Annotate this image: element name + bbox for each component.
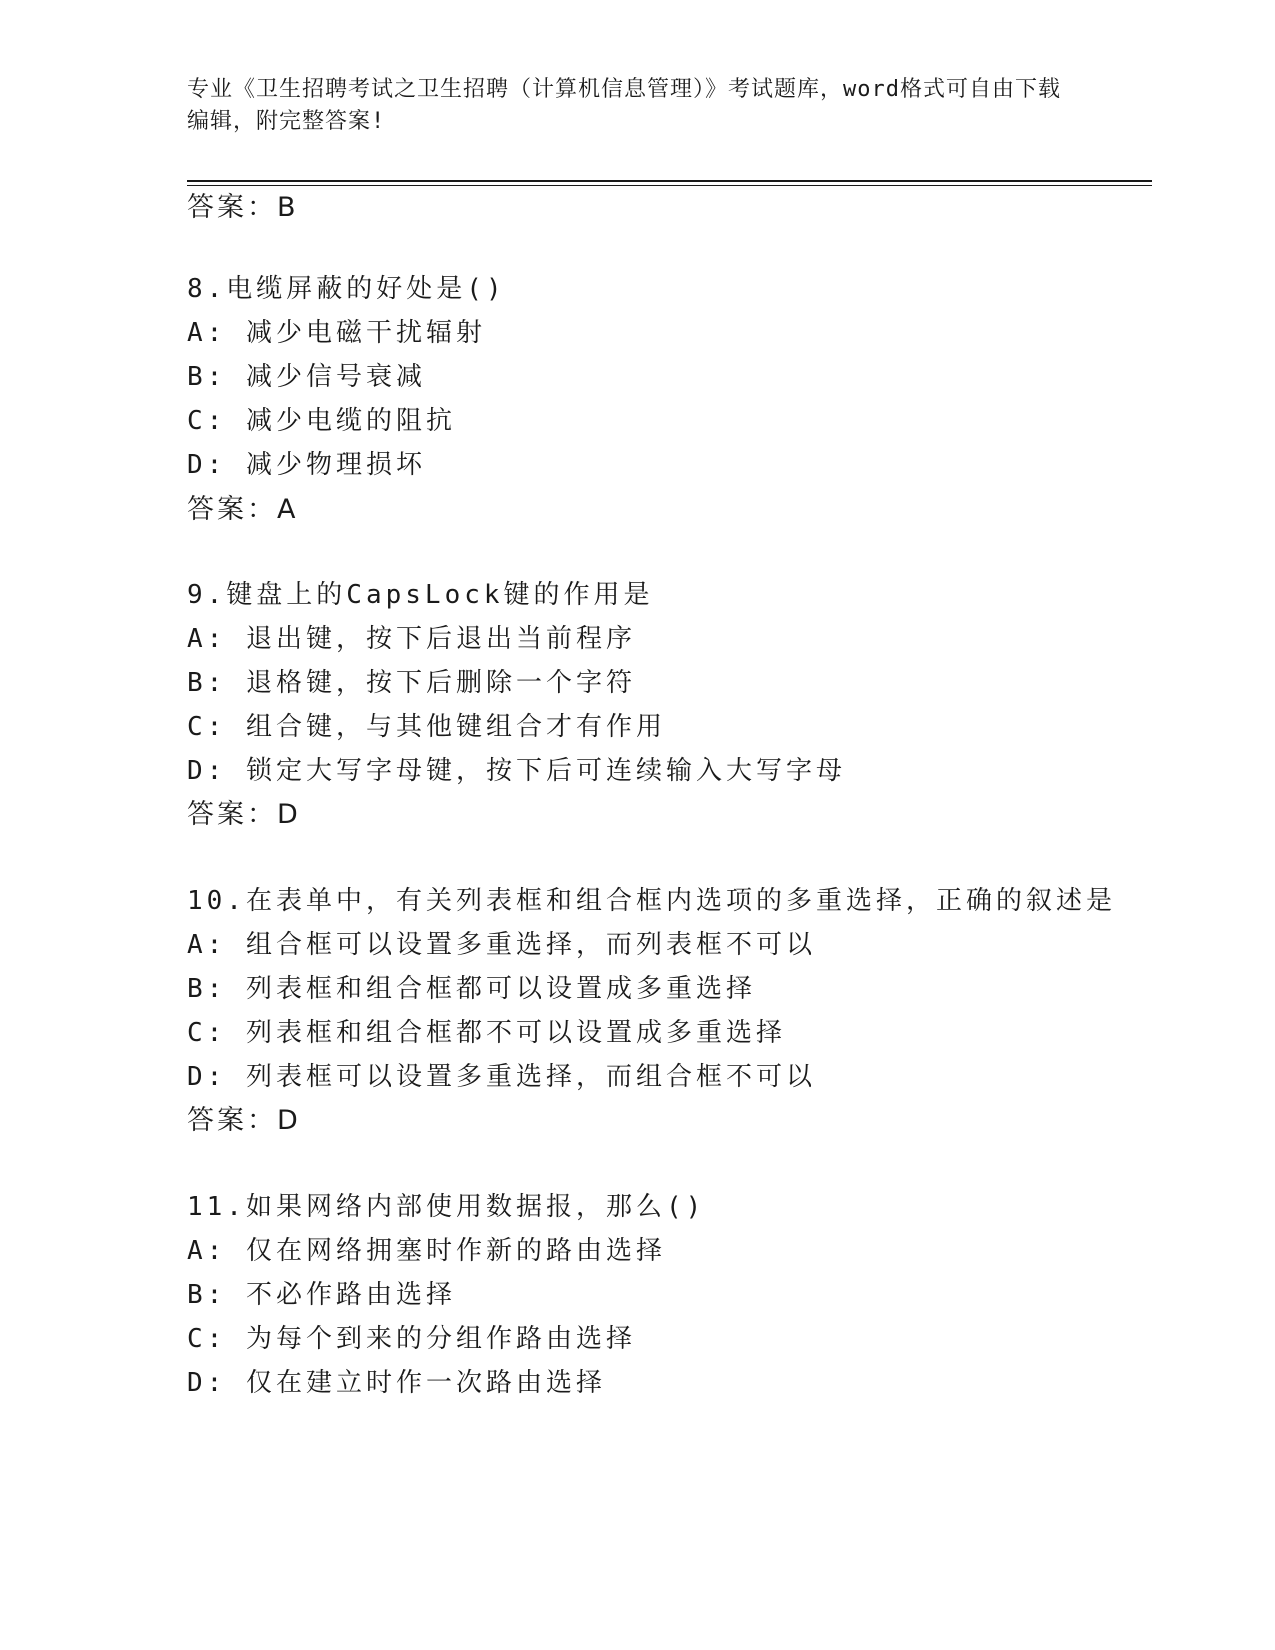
option-b: B: 列表框和组合框都可以设置成多重选择: [187, 974, 756, 1004]
option-c: C: 为每个到来的分组作路由选择: [187, 1324, 636, 1354]
previous-answer: 答案：B: [187, 192, 299, 223]
option-d: D: 减少物理损坏: [187, 450, 426, 480]
header-rule-thin: [187, 185, 1152, 186]
option-c: C: 列表框和组合框都不可以设置成多重选择: [187, 1018, 786, 1048]
option-b: B: 不必作路由选择: [187, 1280, 456, 1310]
option-a: A: 退出键，按下后退出当前程序: [187, 624, 636, 654]
question-stem: 9.键盘上的CapsLock键的作用是: [187, 580, 654, 610]
option-b: B: 退格键，按下后删除一个字符: [187, 668, 636, 698]
option-a: A: 减少电磁干扰辐射: [187, 318, 486, 348]
option-a: A: 仅在网络拥塞时作新的路由选择: [187, 1236, 666, 1266]
option-a: A: 组合框可以设置多重选择，而列表框不可以: [187, 930, 816, 960]
answer-line: 答案：D: [187, 1105, 301, 1136]
answer-line: 答案：D: [187, 799, 301, 830]
question-stem: 11.如果网络内部使用数据报，那么(): [187, 1192, 706, 1222]
answer-line: 答案：A: [187, 494, 299, 525]
question-stem: 10.在表单中，有关列表框和组合框内选项的多重选择，正确的叙述是: [187, 886, 1116, 916]
option-c: C: 组合键，与其他键组合才有作用: [187, 712, 666, 742]
option-d: D: 仅在建立时作一次路由选择: [187, 1368, 606, 1398]
option-b: B: 减少信号衰减: [187, 362, 426, 392]
option-d: D: 列表框可以设置多重选择，而组合框不可以: [187, 1062, 816, 1092]
option-c: C: 减少电缆的阻抗: [187, 406, 456, 436]
header-rule-thick: [187, 180, 1152, 182]
option-d: D: 锁定大写字母键，按下后可连续输入大写字母: [187, 756, 846, 786]
question-stem: 8.电缆屏蔽的好处是(): [187, 274, 506, 304]
document-header: 专业《卫生招聘考试之卫生招聘（计算机信息管理）》考试题库，word格式可自由下载编辑，附完整答案!: [187, 77, 1061, 134]
